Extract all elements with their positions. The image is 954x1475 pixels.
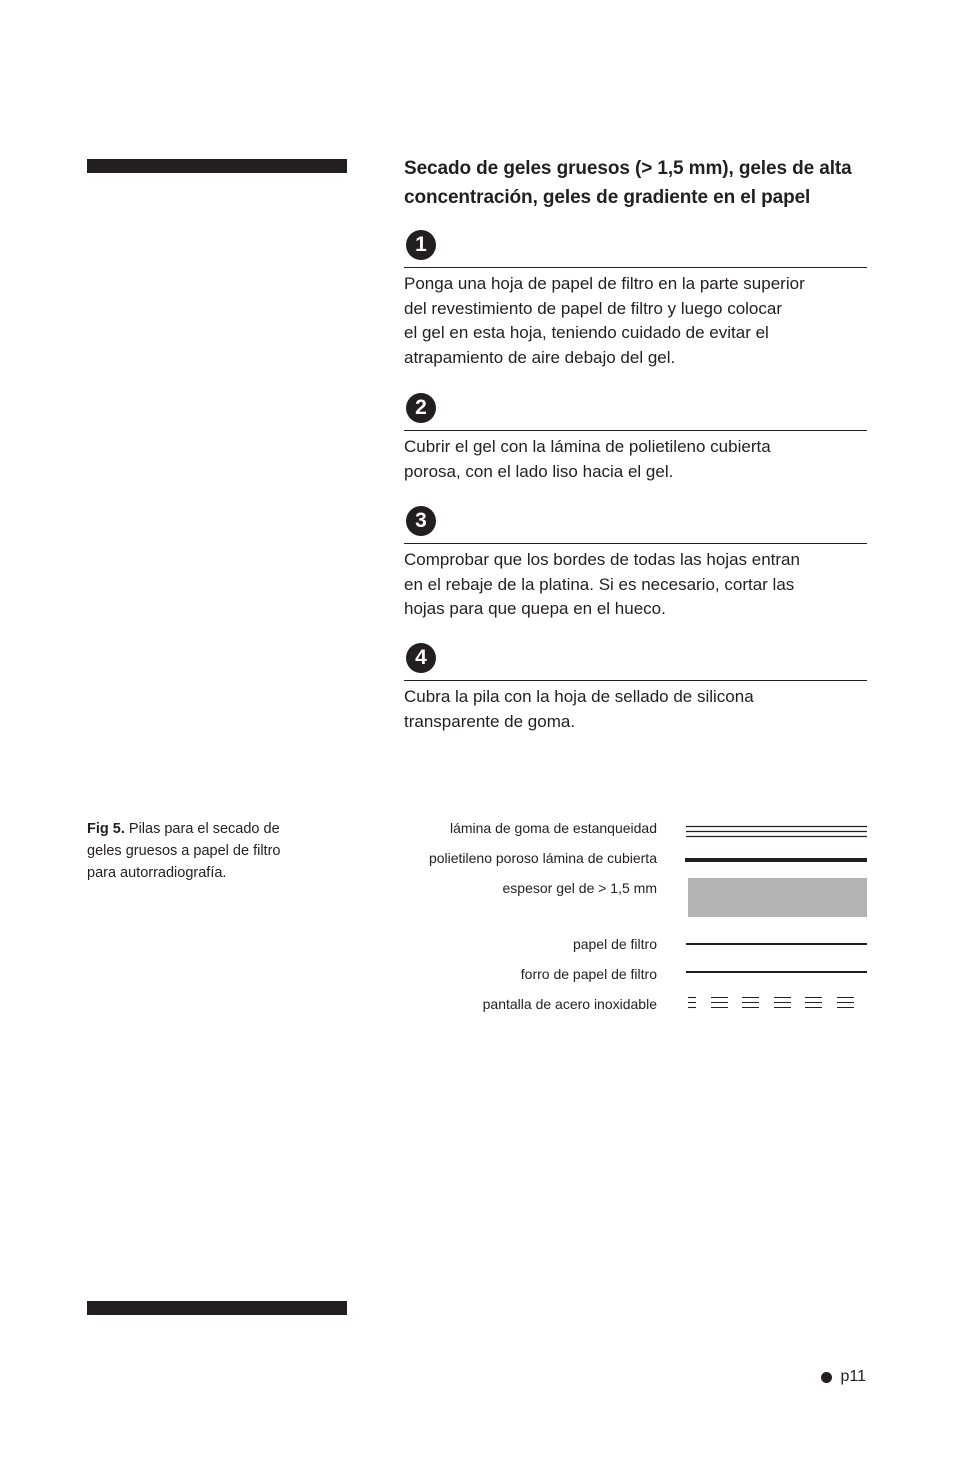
gel-layer: [688, 878, 867, 917]
layer-stack-diagram: [680, 815, 870, 1020]
figure-label: Fig 5.: [87, 821, 125, 837]
step-divider: [404, 267, 867, 268]
step-number-badge: 1: [406, 230, 436, 260]
page-number: [821, 1367, 866, 1387]
section-heading: Secado de geles gruesos (> 1,5 mm), geles de alta concentración, geles de gradiente en el papel: [404, 158, 852, 208]
porous-polyethylene-sheet: [685, 858, 867, 862]
step-3: [404, 506, 867, 622]
sealing-rubber-sheet: [686, 827, 867, 837]
step-1: [404, 230, 867, 370]
figure-caption-text: Pilas para el secado de geles gruesos a papel de filtro para autorradiografía.: [87, 821, 281, 881]
step-text: Cubra la pila con la hoja de sellado de silicona transparente de goma.: [404, 687, 754, 731]
stainless-steel-screen: [688, 998, 854, 1008]
layer-label-filter-paper: papel de filtro: [572, 936, 657, 952]
layer-label-sealing-rubber: lámina de goma de estanqueidad: [449, 820, 657, 836]
filter-paper-liner-sheet: [686, 971, 867, 973]
step-number-badge: 3: [406, 506, 436, 536]
layer-label-porous-polyethylene: polietileno poroso lámina de cubierta: [428, 850, 657, 866]
step-text: Comprobar que los bordes de todas las hojas entran en el rebaje de la platina. Si es necesario, cortar las hojas para que quepa en el hueco.: [404, 550, 800, 618]
step-divider: [404, 430, 867, 431]
step-number-badge: 2: [406, 393, 436, 423]
step-text: Cubrir el gel con la lámina de polietileno cubierta porosa, con el lado liso hacia el gel.: [404, 437, 771, 481]
step-4: [404, 643, 867, 734]
step-text: Ponga una hoja de papel de filtro en la parte superior del revestimiento de papel de filtro y luego colocar el gel en esta hoja, teniendo cuidado de evitar el atrapamiento de aire debajo del gel.: [404, 274, 805, 367]
step-divider: [404, 680, 867, 681]
layer-label-gel-thickness: espesor gel de > 1,5 mm: [502, 880, 657, 896]
layer-label-filter-paper-liner: forro de papel de filtro: [520, 966, 657, 982]
figure-caption: [87, 818, 327, 884]
bullet-dot-icon: [821, 1372, 832, 1383]
step-2: [404, 393, 867, 484]
step-number-badge: 4: [406, 643, 436, 673]
step-divider: [404, 543, 867, 544]
footer-bar: [87, 1301, 347, 1315]
filter-paper-sheet: [686, 943, 867, 945]
layer-label-stainless-screen: pantalla de acero inoxidable: [482, 996, 657, 1012]
header-bar: [87, 159, 347, 173]
page-number-text: p11: [840, 1368, 866, 1385]
